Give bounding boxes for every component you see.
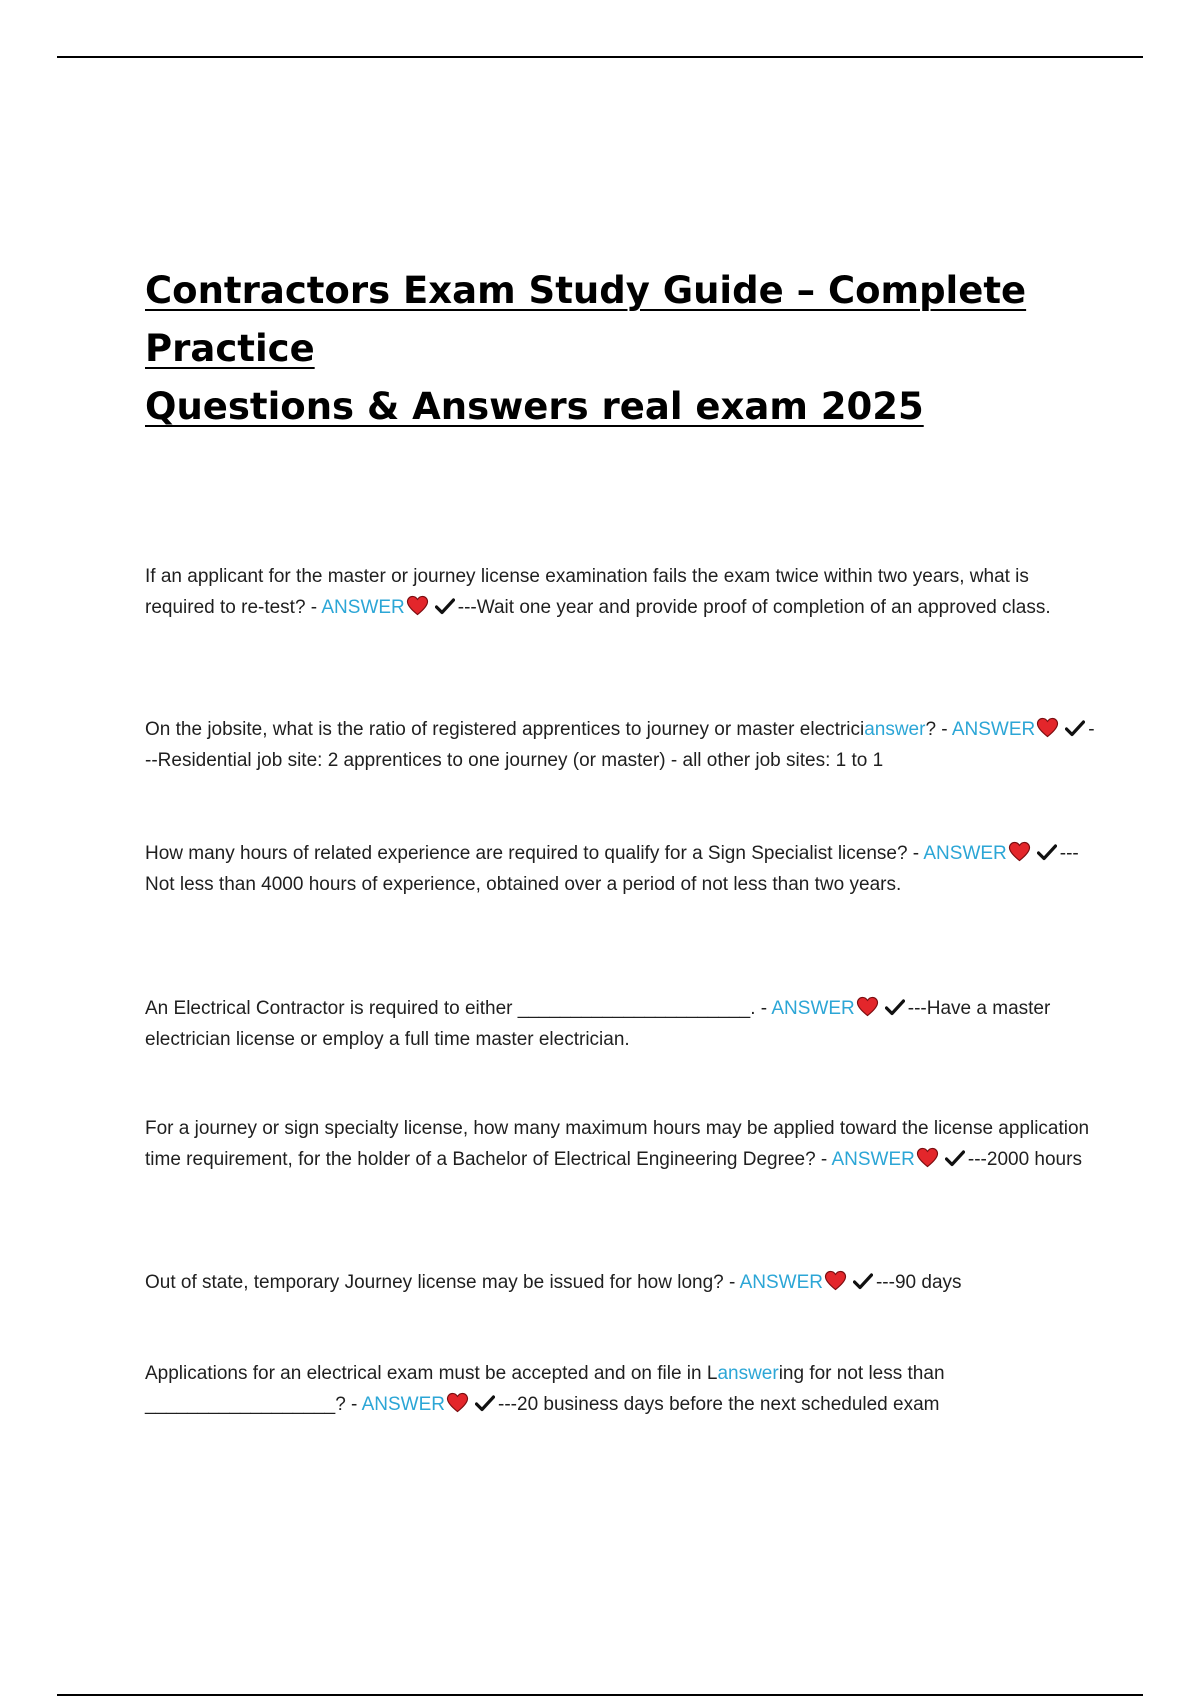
footer-rule: [57, 1694, 1143, 1696]
title-line-2: Questions & Answers real exam 2025: [145, 385, 924, 428]
answer-text: ---Wait one year and provide proof of completion of an approved class.: [457, 597, 1051, 618]
answer-text: ---2000 hours: [967, 1149, 1082, 1170]
answer-text: ---90 days: [875, 1272, 962, 1293]
check-mark-icon: [1065, 720, 1085, 737]
answer-text: ---20 business days before the next scheduled exam: [498, 1394, 940, 1415]
question-text: If an applicant for the master or journey license examination fails the exam twice within two years, what is required to re-test? -: [145, 566, 1029, 618]
check-mark-icon: [945, 1150, 965, 1167]
check-mark-icon: [853, 1273, 873, 1290]
qa-item: [145, 993, 1095, 1055]
question-text: How many hours of related experience are required to qualify for a Sign Specialist license? -: [145, 843, 924, 864]
question-text-end: ing for not less than __________________? -: [145, 1363, 945, 1415]
answer-text: ---Residential job site: 2 apprentices to one journey (or master) - all other job sites: 1 to 1: [145, 719, 1095, 771]
answer-label: ANSWER: [361, 1394, 446, 1415]
red-heart-icon: [824, 1270, 847, 1291]
document-title: [145, 262, 1105, 436]
red-heart-icon: [1008, 841, 1031, 862]
check-mark-icon: [1037, 844, 1057, 861]
check-mark-icon: [475, 1395, 495, 1412]
qa-item: [145, 1113, 1095, 1175]
qa-item: [145, 1358, 1095, 1420]
qa-item: [145, 714, 1095, 776]
question-text: For a journey or sign specialty license, how many maximum hours may be applied toward the license application time requirement, for the holder of a Bachelor of Electrical Engineering Degree? -: [145, 1118, 1090, 1170]
answer-label: ANSWER: [739, 1272, 823, 1293]
question-highlight: answer: [717, 1363, 779, 1384]
qa-item: [145, 1267, 1095, 1298]
answer-text: ---Have a master electrician license or employ a full time master electrician.: [145, 998, 1051, 1050]
answer-label: ANSWER: [831, 1149, 915, 1170]
question-highlight: answer: [864, 719, 926, 740]
check-mark-icon: [885, 999, 905, 1016]
qa-item: [145, 838, 1095, 900]
title-line-1: Contractors Exam Study Guide – Complete Practice: [145, 269, 1027, 370]
answer-label: ANSWER: [951, 719, 1036, 740]
question-text: Out of state, temporary Journey license may be issued for how long? -: [145, 1272, 740, 1293]
answer-label: ANSWER: [771, 998, 855, 1019]
answer-label: ANSWER: [321, 597, 405, 618]
question-text: Applications for an electrical exam must be accepted and on file in L: [145, 1363, 718, 1384]
answer-text: ---Not less than 4000 hours of experience, obtained over a period of not less than two years.: [145, 843, 1079, 895]
check-mark-icon: [435, 598, 455, 615]
red-heart-icon: [1036, 717, 1059, 738]
red-heart-icon: [856, 996, 879, 1017]
question-text-end: ? -: [925, 719, 952, 740]
red-heart-icon: [916, 1147, 939, 1168]
answer-label: ANSWER: [923, 843, 1007, 864]
qa-item: [145, 561, 1095, 623]
red-heart-icon: [446, 1392, 469, 1413]
red-heart-icon: [406, 595, 429, 616]
header-rule: [57, 56, 1143, 58]
question-text: An Electrical Contractor is required to either ______________________. -: [145, 998, 772, 1019]
question-text: On the jobsite, what is the ratio of registered apprentices to journey or master electrici: [145, 719, 865, 740]
